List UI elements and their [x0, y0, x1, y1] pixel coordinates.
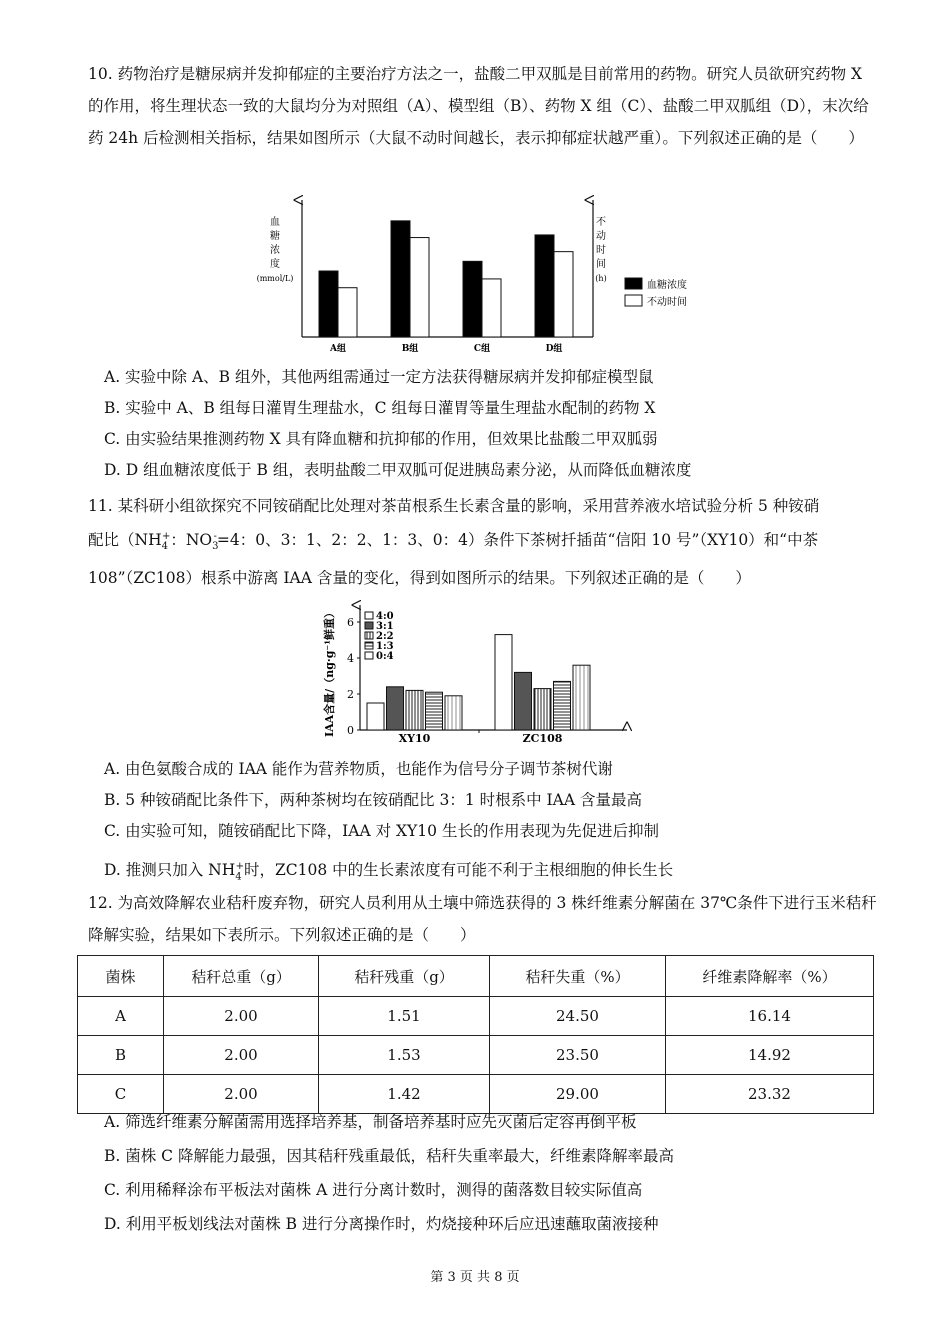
x-tick-label: C组 — [473, 344, 491, 354]
q10-option-a: A. 实验中除 A、B 组外，其他两组需通过一定方法获得糖尿病并发抑郁症模型鼠 — [104, 368, 654, 386]
table-cell: 2.00 — [164, 1075, 319, 1114]
q12-table — [77, 955, 874, 1114]
bar-2:2-XY10 — [406, 690, 423, 730]
x-tick-label: B组 — [401, 344, 419, 354]
bar-血糖浓度-A组 — [319, 271, 338, 337]
q12-option-b: B. 菌株 C 降解能力最强，因其秸秆残重最低，秸秆失重率最大，纤维素降解率最高 — [104, 1147, 674, 1165]
y-tick-label: 4 — [347, 652, 354, 665]
q11-option-a: A. 由色氨酸合成的 IAA 能作为营养物质，也能作为信号分子调节茶树代谢 — [104, 760, 613, 778]
y-axis-label-char: (mmol/L) — [256, 274, 294, 283]
q11-stem-line2 — [88, 528, 818, 552]
legend-swatch — [625, 295, 642, 306]
legend-label: 1:3 — [376, 641, 394, 652]
q10-bars — [319, 221, 573, 354]
y-tick-label: 0 — [347, 724, 354, 737]
q10-stem: 10. 药物治疗是糖尿病并发抑郁症的主要治疗方法之一，盐酸二甲双胍是目前常用的药物。研究人员欲研究药物 X 的作用，将生理状态一致的大鼠均分为对照组（A）、模型组（B）、药物 X 组（C）、盐酸二甲双胍组（D），末次给药 24h 后检测相关指标，结果如图所示（大鼠不动时间越长，表示抑郁症状越严重）。下列叙述正确的是（ ） — [88, 65, 869, 147]
legend-swatch — [365, 622, 373, 629]
table-cell: C — [78, 1075, 164, 1114]
table-header-cell: 纤维素降解率（%） — [666, 956, 874, 997]
legend-swatch — [365, 642, 373, 649]
q11-stem-line2-c: =4：0、3：1、2：2、1：3、0：4）条件下茶树扦插苗“信阳 10 号”（XY10）和“中茶 — [216, 531, 819, 549]
legend-label: 不动时间 — [647, 297, 687, 308]
bar-2:2-ZC108 — [534, 689, 551, 730]
table-cell: 1.51 — [319, 997, 490, 1036]
table-cell: 2.00 — [164, 997, 319, 1036]
q11-bars — [367, 635, 590, 745]
table-header-cell: 秸秆残重（g） — [319, 956, 490, 997]
table-cell: 16.14 — [666, 997, 874, 1036]
q11-option-c: C. 由实验可知，随铵硝配比下降，IAA 对 XY10 生长的作用表现为先促进后抑制 — [104, 822, 659, 840]
bar-4:0-XY10 — [367, 703, 384, 730]
bar-不动时间-A组 — [338, 288, 357, 337]
table-cell: 14.92 — [666, 1036, 874, 1075]
y-axis-label-char: 时 — [596, 245, 606, 256]
y-axis-label-char: 血 — [270, 217, 280, 228]
q10-chart — [245, 195, 725, 360]
legend-swatch — [365, 652, 373, 659]
q11-option-d — [104, 853, 673, 891]
bar-不动时间-C组 — [482, 279, 501, 337]
bar-3:1-XY10 — [387, 687, 404, 730]
bar-3:1-ZC108 — [515, 672, 532, 730]
table-cell: B — [78, 1036, 164, 1075]
y-axis-label-char: 糖 — [270, 231, 280, 242]
table-header-cell: 秸秆总重（g） — [164, 956, 319, 997]
table-cell: 29.00 — [490, 1075, 666, 1114]
y-tick-label: 6 — [347, 616, 354, 629]
q11-chart — [315, 600, 635, 750]
table-cell: A — [78, 997, 164, 1036]
q12-option-d: D. 利用平板划线法对菌株 B 进行分离操作时，灼烧接种环后应迅速蘸取菌液接种 — [104, 1215, 659, 1233]
bar-1:3-XY10 — [426, 692, 443, 730]
nh4-superscript: + — [161, 530, 171, 542]
q12-option-a: A. 筛选纤维素分解菌需用选择培养基，制备培养基时应先灭菌后定容再倒平板 — [104, 1113, 637, 1131]
legend-label: 血糖浓度 — [647, 280, 687, 291]
q11-stem-line2-a: 配比（NH — [88, 531, 162, 549]
q11-option-d-b: 时，ZC108 中的生长素浓度有可能不利于主根细胞的伸长生长 — [244, 861, 674, 880]
legend-label: 0:4 — [376, 651, 394, 662]
x-tick-label: D组 — [545, 344, 563, 354]
y-axis-label-char: 浓 — [270, 245, 280, 256]
nh4-subscript: 4 — [161, 541, 168, 553]
table-row — [78, 1036, 874, 1075]
bar-1:3-ZC108 — [554, 681, 571, 730]
table-cell: 2.00 — [164, 1036, 319, 1075]
option-d-nh4-subscript: 4 — [235, 871, 242, 883]
y-axis-label-char: 不 — [596, 217, 606, 228]
legend-label: 3:1 — [376, 621, 394, 632]
bar-0:4-XY10 — [445, 696, 462, 730]
legend-swatch — [365, 612, 373, 619]
table-row — [78, 997, 874, 1036]
legend-label: 4:0 — [376, 611, 394, 622]
page-footer: 第 3 页 共 8 页 — [430, 1270, 520, 1285]
q10-y-axis-label-right — [595, 216, 606, 283]
table-cell: 1.53 — [319, 1036, 490, 1075]
table-header-cell: 秸秆失重（%） — [490, 956, 666, 997]
y-axis-label-char: 间 — [596, 259, 606, 270]
y-axis-label-char: 动 — [596, 231, 606, 242]
q11-stem-line2-b: ：NO — [170, 531, 213, 549]
q11-stem-line1: 11. 某科研小组欲探究不同铵硝配比处理对茶苗根系生长素含量的影响，采用营养液水培试验分析 5 种铵硝 — [88, 497, 820, 515]
legend-label: 2:2 — [376, 631, 394, 642]
q10-option-c: C. 由实验结果推测药物 X 具有降血糖和抗抑郁的作用，但效果比盐酸二甲双胍弱 — [104, 430, 658, 448]
x-tick-label: A组 — [330, 344, 346, 354]
x-tick-label: XY10 — [398, 732, 431, 745]
q12-option-c: C. 利用稀释涂布平板法对菌株 A 进行分离计数时，测得的菌落数目较实际值高 — [104, 1181, 643, 1199]
bar-不动时间-D组 — [554, 252, 573, 337]
q11-legend — [365, 611, 394, 662]
table-header-cell: 菌株 — [78, 956, 164, 997]
option-d-nh4-superscript: + — [235, 861, 245, 872]
table-header-row — [78, 956, 874, 997]
q11-y-ticks — [347, 616, 360, 737]
bar-血糖浓度-B组 — [391, 221, 410, 337]
table-cell: 24.50 — [490, 997, 666, 1036]
q11-option-d-a: D. 推测只加入 NH — [104, 861, 236, 880]
y-axis-label-char: 度 — [270, 259, 280, 270]
table-cell: 23.32 — [666, 1075, 874, 1114]
q11-y-axis-label: IAA含量/（ng·g⁻¹鲜重） — [323, 606, 336, 738]
y-tick-label: 2 — [347, 688, 354, 701]
table-cell: 23.50 — [490, 1036, 666, 1075]
x-tick-label: ZC108 — [522, 732, 563, 745]
bar-血糖浓度-C组 — [463, 261, 482, 337]
q10-legend — [625, 278, 687, 308]
bar-4:0-ZC108 — [495, 635, 512, 730]
q11-option-b: B. 5 种铵硝配比条件下，两种茶树均在铵硝配比 3：1 时根系中 IAA 含量最高 — [104, 791, 642, 809]
no3-subscript: 3 — [212, 541, 219, 553]
q10-option-d: D. D 组血糖浓度低于 B 组，表明盐酸二甲双胍可促进胰岛素分泌，从而降低血糖浓度 — [104, 461, 692, 479]
table-cell: 1.42 — [319, 1075, 490, 1114]
bar-0:4-ZC108 — [573, 665, 590, 730]
q11-stem-line3: 108”（ZC108）根系中游离 IAA 含量的变化，得到如图所示的结果。下列叙述正确的是（ ） — [88, 569, 751, 587]
q12-stem: 12. 为高效降解农业秸秆废弃物，研究人员利用从土壤中筛选获得的 3 株纤维素分解菌在 37℃条件下进行玉米秸秆降解实验，结果如下表所示。下列叙述正确的是（ ） — [88, 894, 877, 944]
legend-swatch — [365, 632, 373, 639]
q10-y-axis-label-left — [257, 216, 294, 283]
bar-血糖浓度-D组 — [535, 235, 554, 337]
bar-不动时间-B组 — [410, 238, 429, 337]
q10-option-b: B. 实验中 A、B 组每日灌胃生理盐水，C 组每日灌胃等量生理盐水配制的药物 X — [104, 399, 656, 417]
no3-superscript: - — [213, 530, 217, 542]
y-axis-label-char: (h) — [595, 274, 607, 283]
legend-swatch — [625, 278, 642, 289]
